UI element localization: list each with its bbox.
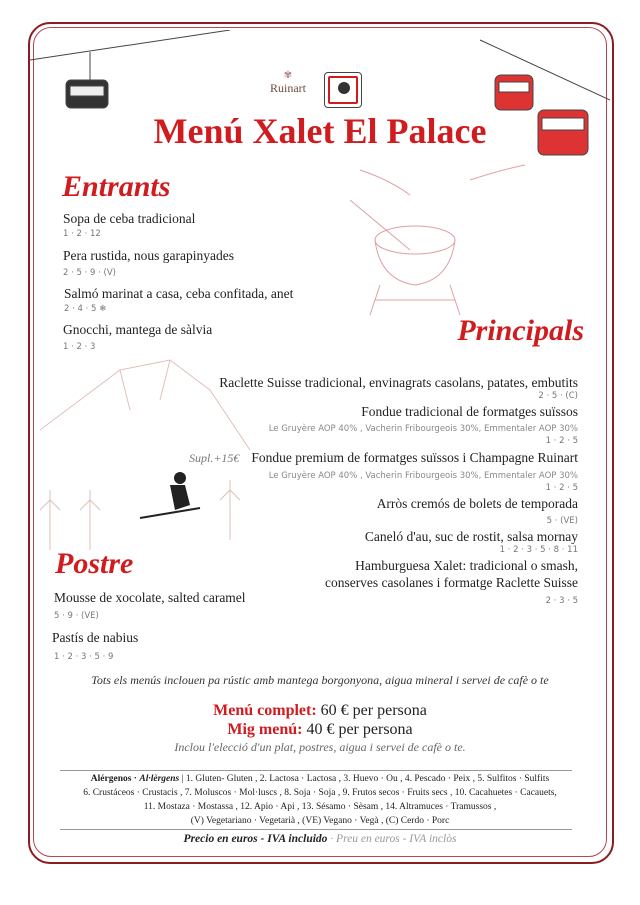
dish-allergens: 1 · 2 · 3 · 5 · 8 · 11 <box>499 545 578 555</box>
dish-allergens: 1 · 2 · 3 <box>63 342 96 352</box>
dish-name: Gnocchi, mantega de sàlvia <box>63 322 213 337</box>
price-disclaimer <box>40 832 600 847</box>
price-label: Menú complet: <box>213 702 317 719</box>
dish-name: Salmó marinat a casa, ceba confitada, anet <box>64 286 294 301</box>
section-heading-entrants: Entrants <box>62 170 171 203</box>
dish-allergens: 5 · (VE) <box>546 516 578 526</box>
dish-name: Sopa de ceba tradicional <box>63 211 196 226</box>
allergen-line: 11. Mostaza · Mostassa , 12. Apio · Api , 13. Sésamo · Sèsam , 14. Altramuces · Tramussos , <box>143 802 497 812</box>
dish-description: Le Gruyère AOP 40% , Vacherin Fribourgeois 30%, Emmentaler AOP 30% <box>268 471 578 481</box>
dish-allergens: 5 · 9 · (VE) <box>54 611 99 621</box>
separator: · <box>327 833 337 845</box>
dish-allergens: 1 · 2 · 12 <box>63 229 101 239</box>
supplement-label: Supl.+15€ <box>188 451 240 465</box>
allergen-line: 6. Crustáceos · Crustacis , 7. Moluscos · Mol·luscs , 8. Soja · Soja , 9. Frutos secos · Fruits secs , 10. Cacahuetes · Cacauets, <box>83 788 557 798</box>
dish-description: Le Gruyère AOP 40% , Vacherin Fribourgeois 30%, Emmentaler AOP 30% <box>268 424 578 434</box>
dish-name: Arròs cremós de bolets de temporada <box>376 496 578 511</box>
price-half-menu <box>0 720 640 739</box>
ruinart-logo: ✾ Ruinart <box>270 70 306 95</box>
page-title: Menú Xalet El Palace <box>153 111 487 151</box>
dish-name: Caneló d'au, suc de rostit, salsa mornay <box>364 529 578 544</box>
allergen-line: | 1. Gluten- Gluten , 2. Lactosa · Lactosa , 3. Huevo · Ou , 4. Pescado · Peix , 5. Sulfitos · Sulfits <box>181 774 550 784</box>
price-full-menu <box>0 701 640 720</box>
divider <box>60 770 572 771</box>
price-disclaimer-es: Precio en euros - IVA incluido <box>183 833 328 845</box>
dish-allergens: 2 · 4 · 5 ❄ <box>64 304 107 314</box>
allergen-title: Alérgenos · <box>90 774 140 784</box>
dish-name: Fondue premium de formatges suïssos i Champagne Ruinart <box>251 450 578 465</box>
allergen-line: (V) Vegetariano · Vegetarià , (VE) Vegano · Vegà , (C) Cerdo · Porc <box>190 816 450 826</box>
included-note: Tots els menús inclouen pa rústic amb mantega borgonyona, aigua mineral i servei de cafè o te <box>91 673 549 687</box>
dish-allergens: 1 · 2 · 5 <box>545 436 578 446</box>
dish-name: Fondue tradicional de formatges suïssos <box>361 404 578 419</box>
price-value: 60 € per persona <box>320 702 427 719</box>
dish-allergens: 2 · 3 · 5 <box>545 596 578 606</box>
dish-allergens: 1 · 2 · 5 <box>545 483 578 493</box>
dish-allergens: 2 · 5 · (C) <box>538 391 578 401</box>
switzerland-logo <box>324 72 362 108</box>
section-heading-principals: Principals <box>457 314 584 347</box>
fondue-illustration-icon <box>350 165 525 315</box>
dish-name: Raclette Suisse tradicional, envinagrats casolans, patates, embutits <box>219 375 578 390</box>
dish-name-continued: conserves casolanes i formatge Raclette Suisse <box>324 575 578 590</box>
section-heading-postre: Postre <box>55 547 134 580</box>
price-label: Mig menú: <box>227 721 303 738</box>
dish-name: Pera rustida, nous garapinyades <box>63 248 234 263</box>
dish-name: Pastís de nabius <box>52 630 139 645</box>
price-disclaimer-ca: Preu en euros - IVA inclòs <box>336 833 457 845</box>
allergen-title-ca: Al·lèrgens <box>139 774 180 784</box>
dish-allergens: 1 · 2 · 3 · 5 · 9 <box>54 652 114 662</box>
half-menu-note: Inclou l'elecció d'un plat, postres, aigua i servei de cafè o te. <box>174 740 466 754</box>
dish-name: Mousse de xocolate, salted caramel <box>54 590 246 605</box>
dish-allergens: 2 · 5 · 9 · (V) <box>63 268 116 278</box>
allergen-legend <box>40 772 600 828</box>
skier-icon <box>140 472 200 518</box>
dish-name: Hamburguesa Xalet: tradicional o smash, <box>355 558 578 573</box>
gondola-left-icon <box>30 30 230 108</box>
dish-row-premium <box>189 450 578 466</box>
price-value: 40 € per persona <box>306 721 413 738</box>
divider <box>60 829 572 830</box>
